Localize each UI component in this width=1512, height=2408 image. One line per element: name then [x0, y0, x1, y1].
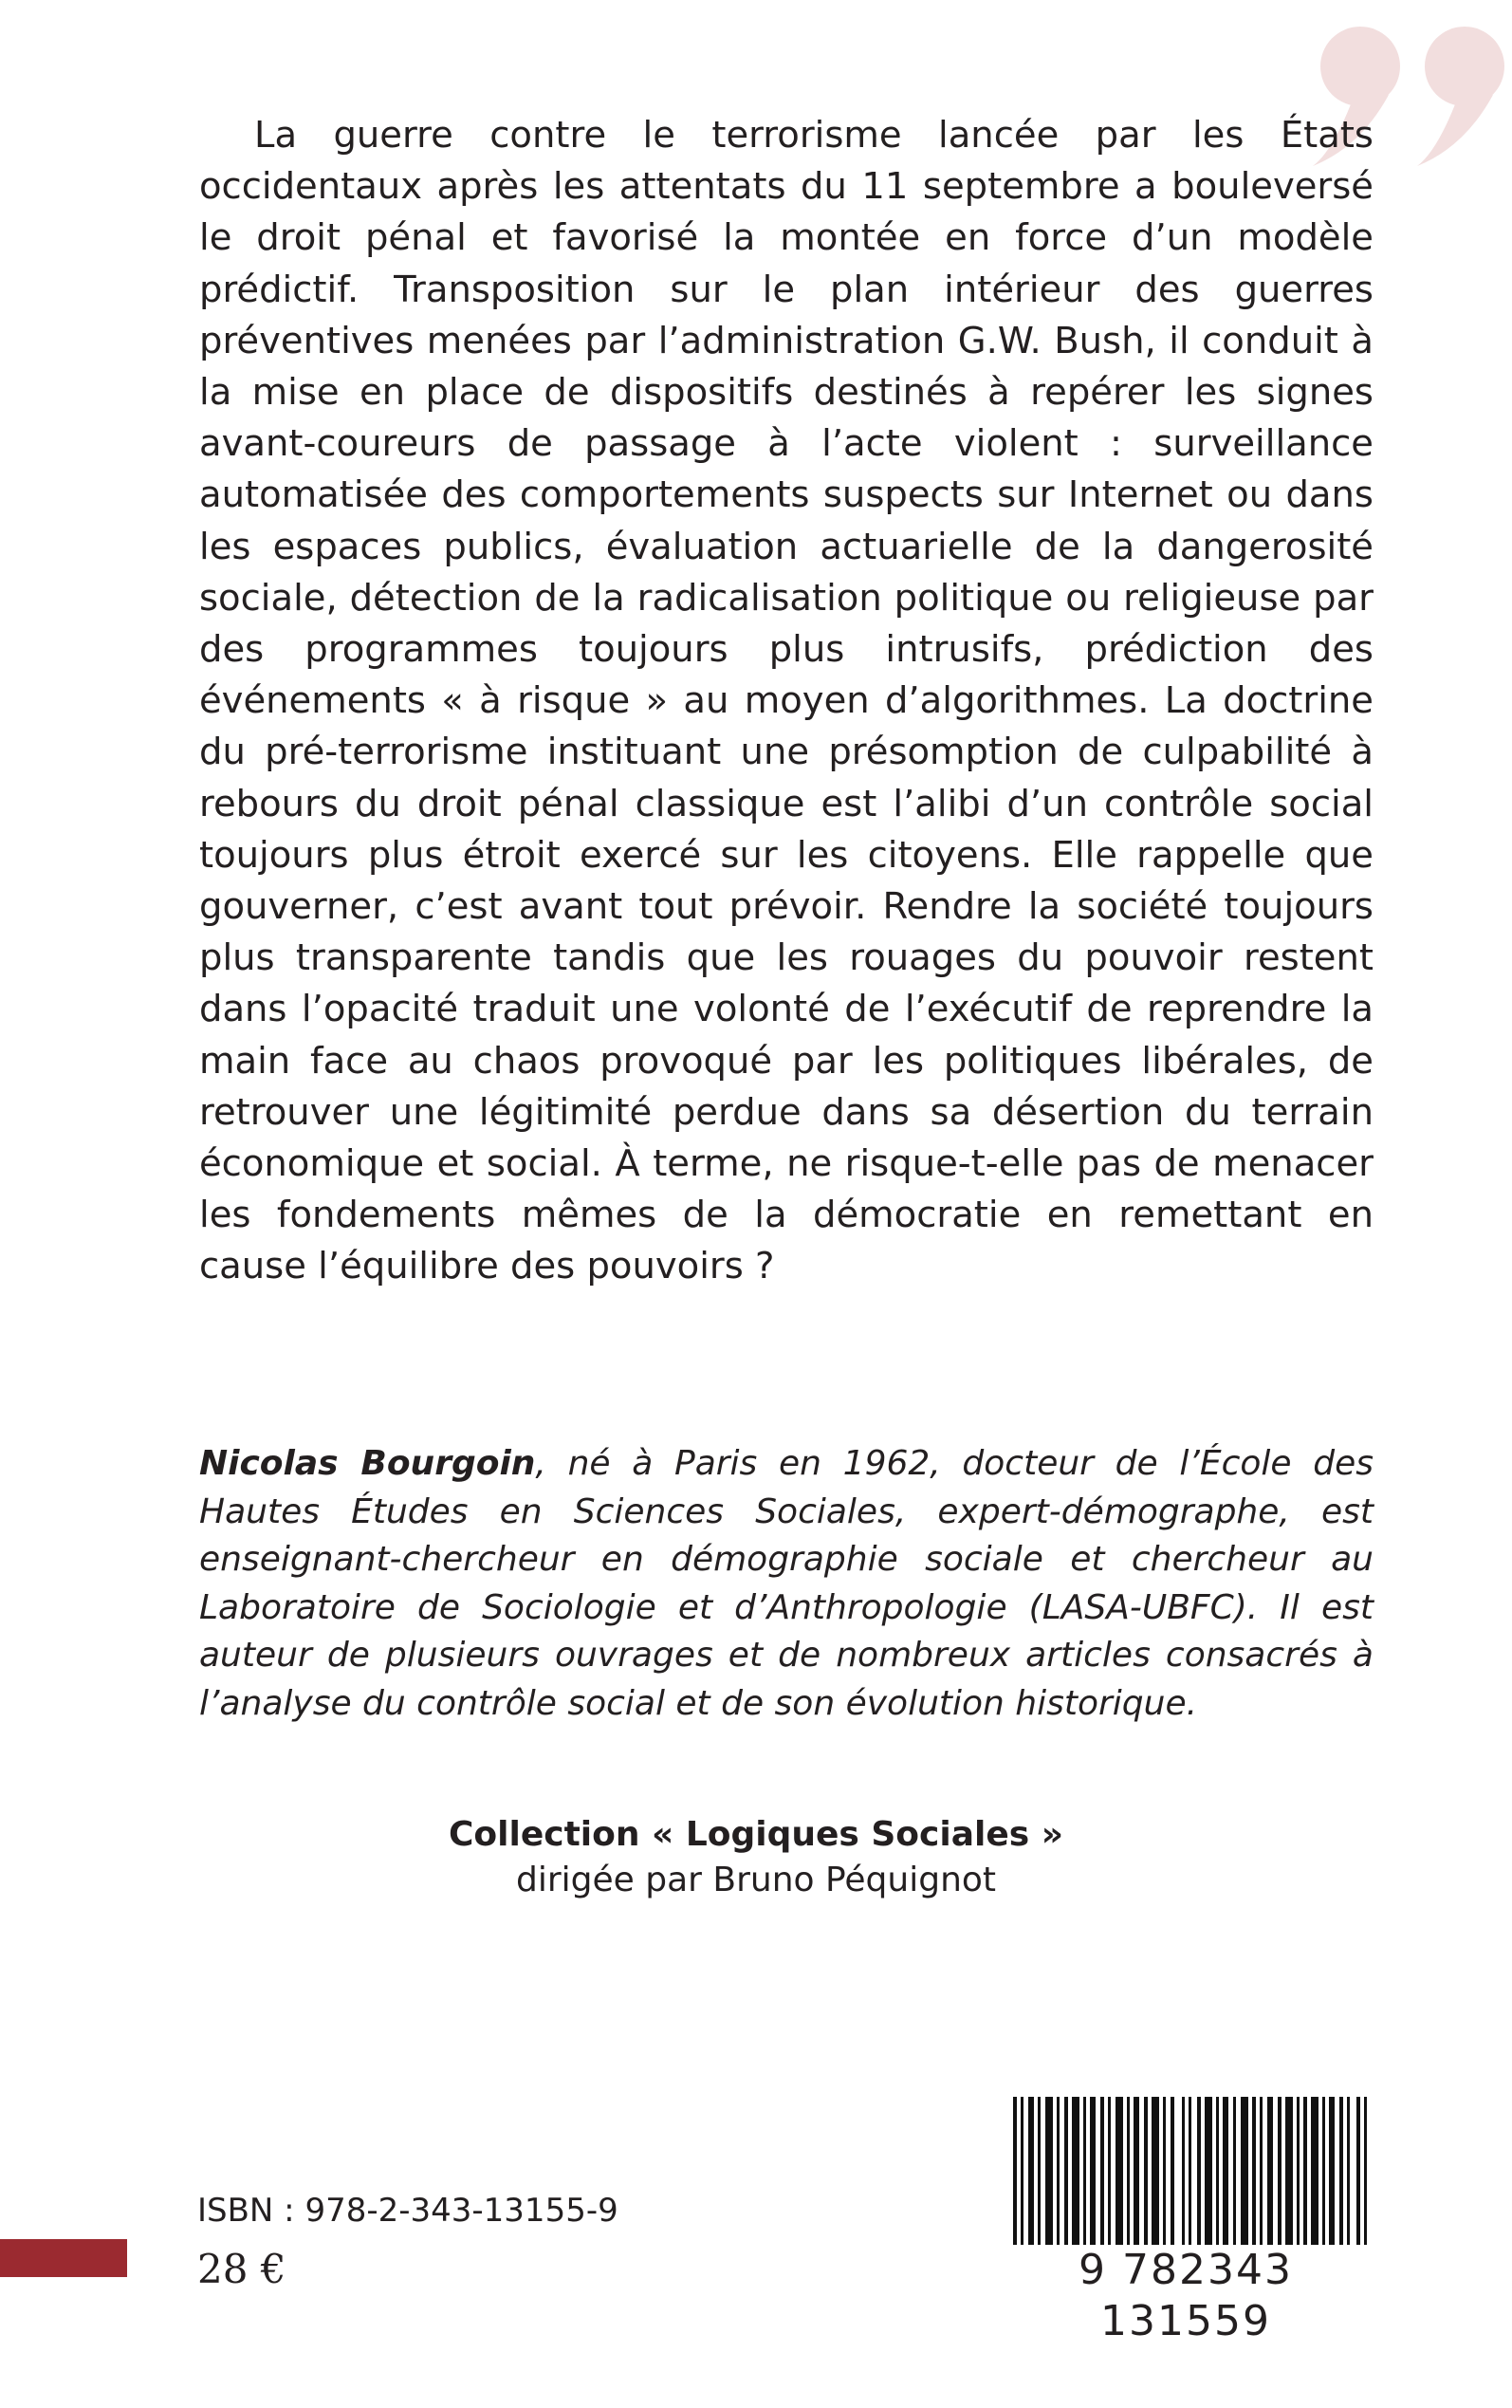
collection-title: Collection « Logiques Sociales »	[449, 1815, 1063, 1854]
author-biography	[199, 1440, 1374, 1729]
back-cover-blurb: La guerre contre le terrorisme lancée par les États occidentaux après les attentats du 11 septembre a bouleversé le droit pénal et favorisé la montée en force d’un modèle prédictif. Transposition sur le plan intérieur des guerres préventives menées par l’administration G.W. Bush, il conduit à la mise en place de dispositifs destinés à repérer les signes avant-coureurs de passage à l’acte violent : surveillance automatisée des comportements suspects sur Internet ou dans les espaces publics, évaluation actuarielle de la dangerosité sociale, détection de la radicalisation politique ou religieuse par des programmes toujours plus intrusifs, prédiction des événements « à risque » au moyen d’algorithmes. La doctrine du pré-terrorisme instituant une présomption de culpabilité à rebours du droit pénal classique est l’alibi d’un contrôle social toujours plus étroit exercé sur les citoyens. Elle rappelle que gouverner, c’est avant tout prévoir. Rendre la société toujours plus transparente tandis que les rouages du pouvoir restent dans l’opacité traduit une volonté de l’exécutif de reprendre la main face au chaos provoqué par les politiques libérales, de retrouver une légitimité perdue dans sa désertion du terrain économique et social. À terme, ne risque-t-elle pas de menacer les fondements mêmes de la démocratie en remettant en cause l’équilibre des pouvoirs ?	[199, 114, 1374, 1288]
collection-director: dirigée par Bruno Péquignot	[515, 1861, 997, 1899]
isbn: ISBN : 978-2-343-13155-9	[197, 2192, 618, 2230]
author-name: Nicolas Bourgoin	[199, 1444, 536, 1483]
author-bio-text: , né à Paris en 1962, docteur de l’École des Hautes Études en Sciences Sociales, expert-démographe, est enseignant-chercheur en démographie sociale et chercheur au Laboratoire de Sociologie et d’Anthropologie (LASA-UBFC). Il est auteur de plusieurs ouvrages et de nombreux articles consacrés à l’analyse du contrôle social et de son évolution historique.	[199, 1444, 1374, 1723]
accent-band	[0, 2239, 127, 2277]
price: 28 €	[197, 2246, 286, 2292]
barcode-digits: 9 782343 131559	[986, 2245, 1385, 2347]
